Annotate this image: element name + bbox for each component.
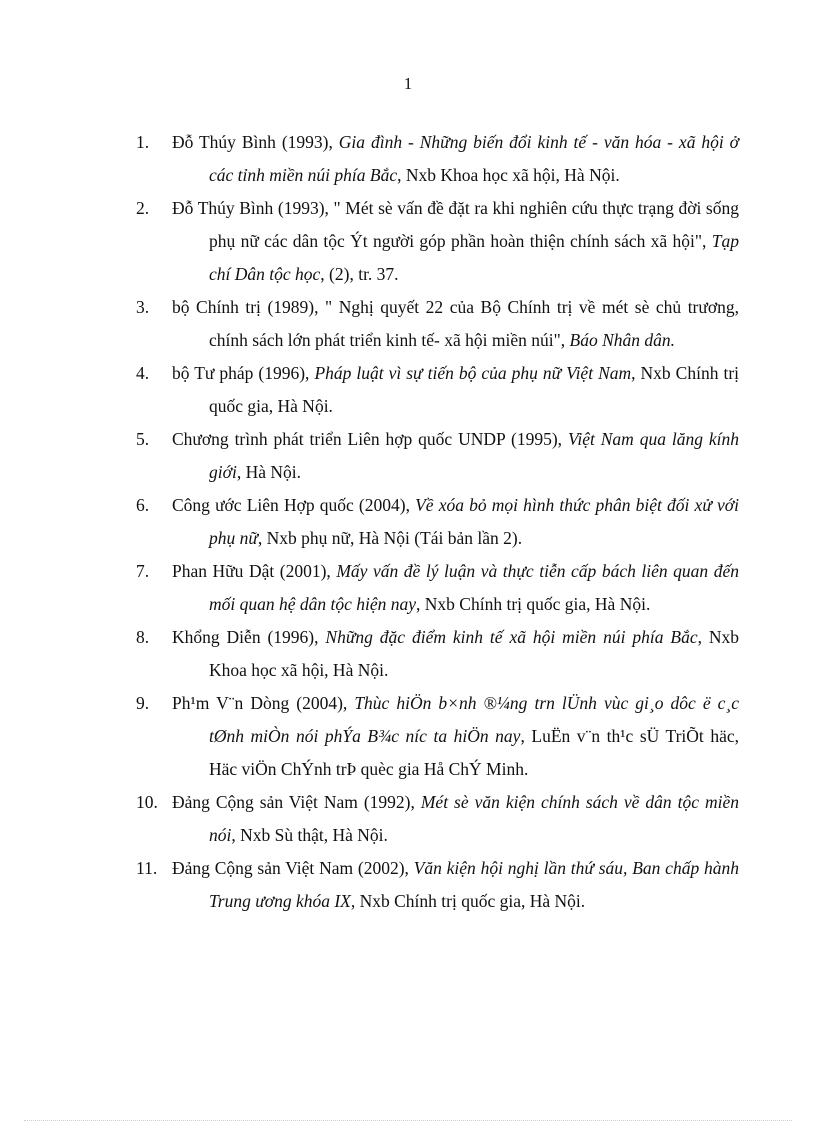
reference-text: , Hà Nội. bbox=[236, 462, 301, 482]
reference-text: Đỗ Thúy Bình (1993), " Mét sè vấn đề đặt ra khi nghiên cứu thực trạng đời sống phụ nữ các dân tộc Ýt người góp phần hoàn thiện chính sách xã hội", bbox=[172, 198, 739, 251]
reference-text: , Nxb Khoa học xã hội, Hà Nội. bbox=[397, 165, 620, 185]
reference-item bbox=[136, 786, 739, 852]
reference-text: Chương trình phát triển Liên hợp quốc UNDP (1995), bbox=[172, 429, 568, 449]
reference-text: , Nxb Chính trị quốc gia, Hà Nội. bbox=[209, 363, 740, 416]
reference-title-italic: Việt Nam qua lăng kính giới bbox=[209, 429, 739, 482]
page-number: 1 bbox=[403, 74, 413, 93]
reference-number: 3. bbox=[136, 297, 150, 317]
reference-text: , Nxb Khoa học xã hội, Hà Nội. bbox=[209, 627, 740, 680]
reference-number: 11. bbox=[136, 858, 158, 878]
reference-text: Khổng Diễn (1996), bbox=[172, 627, 326, 647]
reference-title-italic: Những đặc điểm kinh tế xã hội miền núi phía Bắc bbox=[325, 627, 698, 647]
reference-text: , LuËn v¨n th¹c sÜ TriÕt häc, Häc viÖn ChÝnh trÞ quèc gia Hå ChÝ Minh. bbox=[209, 726, 739, 779]
reference-item bbox=[136, 852, 739, 918]
reference-title-italic: Mấy vấn đề lý luận và thực tiễn cấp bách liên quan đến mối quan hệ dân tộc hiện nay bbox=[209, 561, 739, 614]
reference-text: bộ Chính trị (1989), " Nghị quyết 22 của Bộ Chính trị về mét sè chủ trương, chính sách lớn phát triển kinh tế- xã hội miền núi", bbox=[172, 297, 739, 350]
reference-text: Đảng Cộng sản Việt Nam (2002), bbox=[172, 858, 414, 878]
reference-text: Đảng Cộng sản Việt Nam (1992), bbox=[172, 792, 421, 812]
reference-text: bộ Tư pháp (1996), bbox=[172, 363, 315, 383]
reference-text: , Nxb Chính trị quốc gia, Hà Nội. bbox=[350, 891, 586, 911]
reference-title-italic: Về xóa bỏ mọi hình thức phân biệt đối xử với phụ nữ bbox=[209, 495, 739, 548]
reference-title-italic: Thùc hiÖn b×nh ®¼ng trn lÜnh vùc gi¸o dôc ë c¸c tØnh miÒn nói phÝa B¾c níc ta hiÖn nay bbox=[209, 693, 739, 746]
reference-item bbox=[136, 423, 739, 489]
reference-text: , Nxb phụ nữ, Hà Nội (Tái bản lần 2). bbox=[257, 528, 523, 548]
reference-text: , Nxb Chính trị quốc gia, Hà Nội. bbox=[416, 594, 651, 614]
reference-item bbox=[136, 291, 739, 357]
reference-title-italic: Báo Nhân dân. bbox=[569, 330, 675, 350]
reference-title-italic: Văn kiện hội nghị lần thứ sáu, Ban chấp hành Trung ương khóa IX bbox=[209, 858, 739, 911]
reference-item bbox=[136, 357, 739, 423]
reference-item bbox=[136, 555, 739, 621]
reference-title-italic: Pháp luật vì sự tiến bộ của phụ nữ Việt Nam bbox=[314, 363, 632, 383]
reference-title-italic: Gia đình - Những biến đổi kinh tế - văn hóa - xã hội ở các tỉnh miền núi phía Bắc bbox=[209, 132, 739, 185]
reference-text: Ph¹m V¨n Dòng (2004), bbox=[172, 693, 355, 713]
reference-title-italic: Mét sè văn kiện chính sách về dân tộc miền nói bbox=[209, 792, 739, 845]
reference-number: 10. bbox=[136, 792, 158, 812]
reference-title-italic: Tạp chí Dân tộc học bbox=[209, 231, 739, 284]
reference-item bbox=[136, 621, 739, 687]
reference-number: 6. bbox=[136, 495, 150, 515]
reference-number: 2. bbox=[136, 198, 150, 218]
reference-text: Công ước Liên Hợp quốc (2004), bbox=[172, 495, 416, 515]
reference-text: Đỗ Thúy Bình (1993), bbox=[172, 132, 339, 152]
reference-item bbox=[136, 489, 739, 555]
page-bottom-divider bbox=[24, 1120, 792, 1121]
reference-number: 7. bbox=[136, 561, 150, 581]
reference-number: 9. bbox=[136, 693, 150, 713]
reference-item bbox=[136, 126, 739, 192]
reference-item bbox=[136, 192, 739, 291]
reference-number: 5. bbox=[136, 429, 150, 449]
reference-number: 4. bbox=[136, 363, 150, 383]
reference-list bbox=[136, 126, 739, 918]
reference-item bbox=[136, 687, 739, 786]
reference-text: , (2), tr. 37. bbox=[320, 264, 399, 284]
reference-text: Phan Hữu Dật (2001), bbox=[172, 561, 337, 581]
reference-number: 8. bbox=[136, 627, 150, 647]
reference-number: 1. bbox=[136, 132, 150, 152]
reference-text: , Nxb Sù thật, Hà Nội. bbox=[231, 825, 388, 845]
